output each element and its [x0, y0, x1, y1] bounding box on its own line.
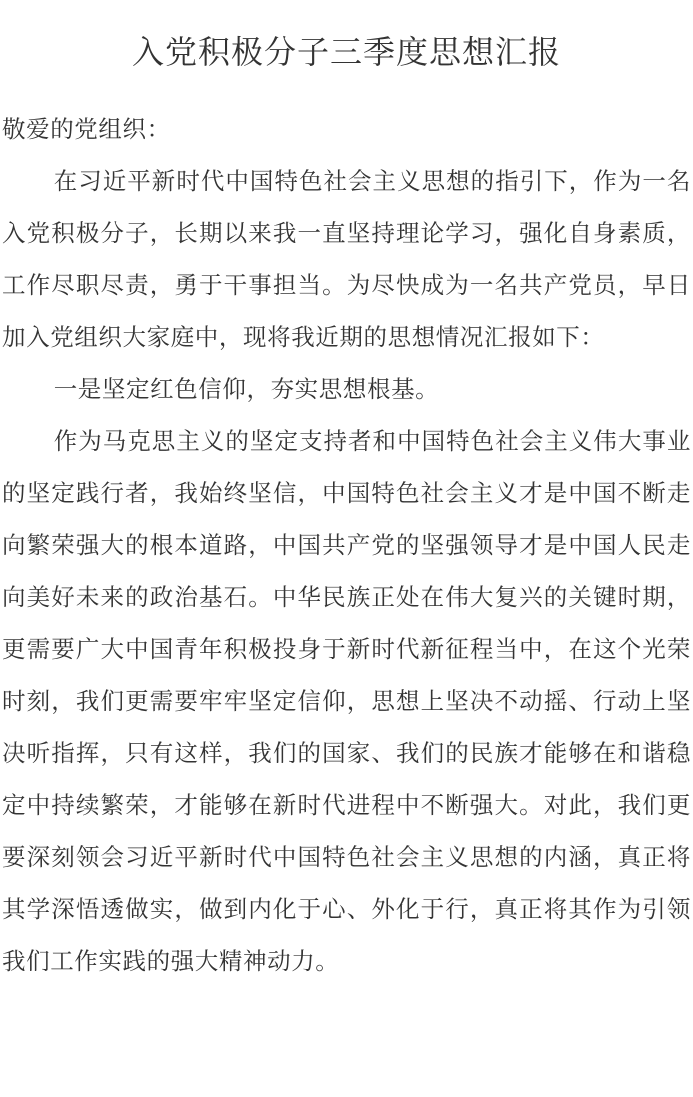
- paragraph-body-1: 作为马克思主义的坚定支持者和中国特色社会主义伟大事业的坚定践行者，我始终坚信，中国特色社会主义才是中国不断走向繁荣强大的根本道路，中国共产党的坚强领导才是中国人民走向美好未来的政治基石。中华民族正处在伟大复兴的关键时期，更需要广大中国青年积极投身于新时代新征程当中，在这个光荣时刻，我们更需要牢牢坚定信仰，思想上坚决不动摇、行动上坚决听指挥，只有这样，我们的国家、我们的民族才能够在和谐稳定中持续繁荣，才能够在新时代进程中不断强大。对此，我们更要深刻领会习近平新时代中国特色社会主义思想的内涵，真正将其学深悟透做实，做到内化于心、外化于行，真正将其作为引领我们工作实践的强大精神动力。: [2, 427, 691, 975]
- document-body: [2, 103, 691, 987]
- document-title: 入党积极分子三季度思想汇报: [131, 33, 561, 71]
- salutation: 敬爱的党组织：: [2, 115, 171, 143]
- paragraph-intro: 在习近平新时代中国特色社会主义思想的指引下，作为一名入党积极分子，长期以来我一直坚持理论学习，强化自身素质，工作尽职尽责，勇于干事担当。为尽快成为一名共产党员，早日加入党组织大家庭中，现将我近期的思想情况汇报如下：: [2, 167, 691, 351]
- paragraph-heading-1: 一是坚定红色信仰，夯实思想根基。: [53, 375, 440, 403]
